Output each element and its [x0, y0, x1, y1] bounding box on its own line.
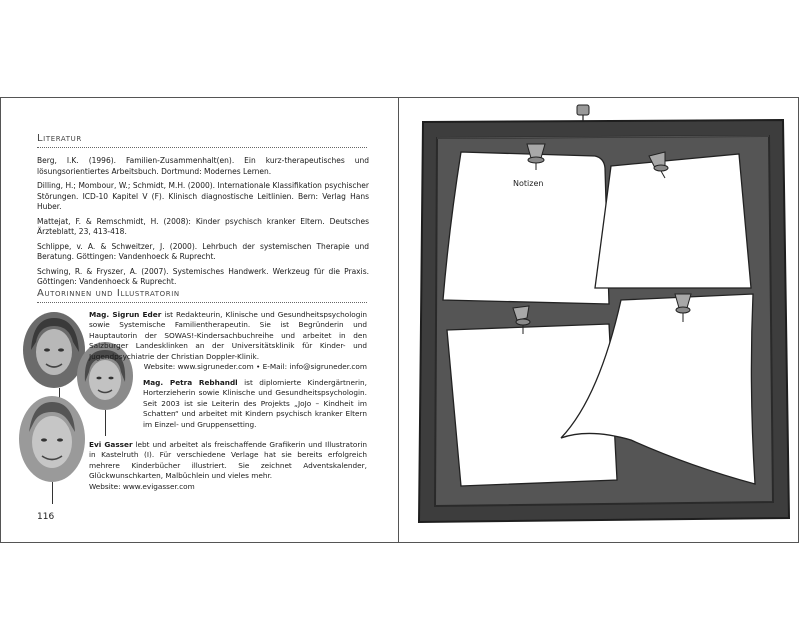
author-photo-evi-gasser [19, 396, 85, 482]
bio-text: ist Redakteurin, Klinische und Gesundheitspsychologin sowie Systemische Familientherapeutin. Sie ist Begründerin und Hauptautorin der SOWAS!-Kindersachbuchreihe und arbeitet in den Salzburger Landesklinken an der Universitätsklinik für Kinder- und Jugendpsychiatrie der Christian Doppler-Klinik. [89, 310, 368, 361]
author-name: Mag. Sigrun Eder [89, 310, 162, 319]
bio-text: ist diplomierte Kindergärtnerin, Horterzieherin sowie Klinische und Gesundheitspsychologin. Seit 2003 ist sie Leiterin des Projekts „JoJo – Kindheit im Schatten“ und arbeitet mit Kindern psychisch kranker Eltern im Einzel- und Gruppensetting. [143, 378, 367, 429]
balloon-string [52, 482, 53, 504]
note-top-left [443, 152, 609, 304]
author-name: Mag. Petra Rebhandl [143, 378, 238, 387]
pinboard-illustration [399, 98, 799, 544]
literature-heading: Literatur [37, 133, 82, 144]
right-page [399, 98, 799, 542]
reference-item: Berg, I.K. (1996). Familien-Zusammenhalt(en). Ein kurz-therapeutisches und lösungsorientiertes Arbeitsbuch. Dortmund: Modernes Lernen. [37, 156, 369, 176]
author-name: Evi Gasser [89, 440, 133, 449]
reference-item: Dilling, H.; Mombour, W.; Schmidt, M.H. (2000). Internationale Klassifikation psychischer Störungen. ICD-10 Kapitel V (F). Klinisch diagnostische Leitlinien. Bern: Verlag Hans Huber. [37, 180, 369, 212]
reference-item: Mattejat, F. & Remschmidt, H. (2008): Kinder psychisch kranker Eltern. Deutsches Ärzteblatt, 23, 413-418. [37, 216, 369, 237]
reference-item: Schwing, R. & Fryszer, A. (2007). Systemisches Handwerk. Werkzeug für die Praxis. Göttingen: Vandenhoeck & Ruprecht. [37, 266, 369, 287]
author-contact: Website: www.sigruneder.com • E-Mail: info@sigruneder.com [143, 362, 367, 372]
book-spread [0, 97, 799, 543]
reference-item: Schlippe, v. A. & Schweitzer, J. (2000). Lehrbuch der systemischen Therapie und Beratung. Göttingen: Vandenhoeck & Ruprecht. [37, 241, 369, 262]
reference-list [37, 156, 369, 292]
note-label: Notizen [513, 179, 544, 188]
author-photo-sigrun-eder [23, 312, 85, 388]
heading-divider [37, 302, 367, 303]
note-top-right [595, 154, 751, 288]
heading-divider [37, 147, 367, 148]
page-number: 116 [37, 512, 55, 522]
bio-sigrun-eder [89, 310, 367, 372]
balloon-string [105, 410, 106, 436]
bio-text: lebt und arbeitet als freischaffende Grafikerin und Illustratorin in Kastelruth (I). Für verschiedene Verlage hat sie bereits erfolgreich mehrere Kinderbücher illustriert. Sie zeichnet Adventskalender, Glückwunschkarten, Malbüchlein und vieles mehr. [89, 440, 368, 481]
left-page [0, 98, 399, 542]
bio-evi-gasser [89, 440, 367, 492]
author-website: Website: www.evigasser.com [89, 481, 195, 491]
authors-heading: Autorinnen und Illustratorin [37, 288, 180, 299]
bio-petra-rebhandl [143, 378, 367, 430]
